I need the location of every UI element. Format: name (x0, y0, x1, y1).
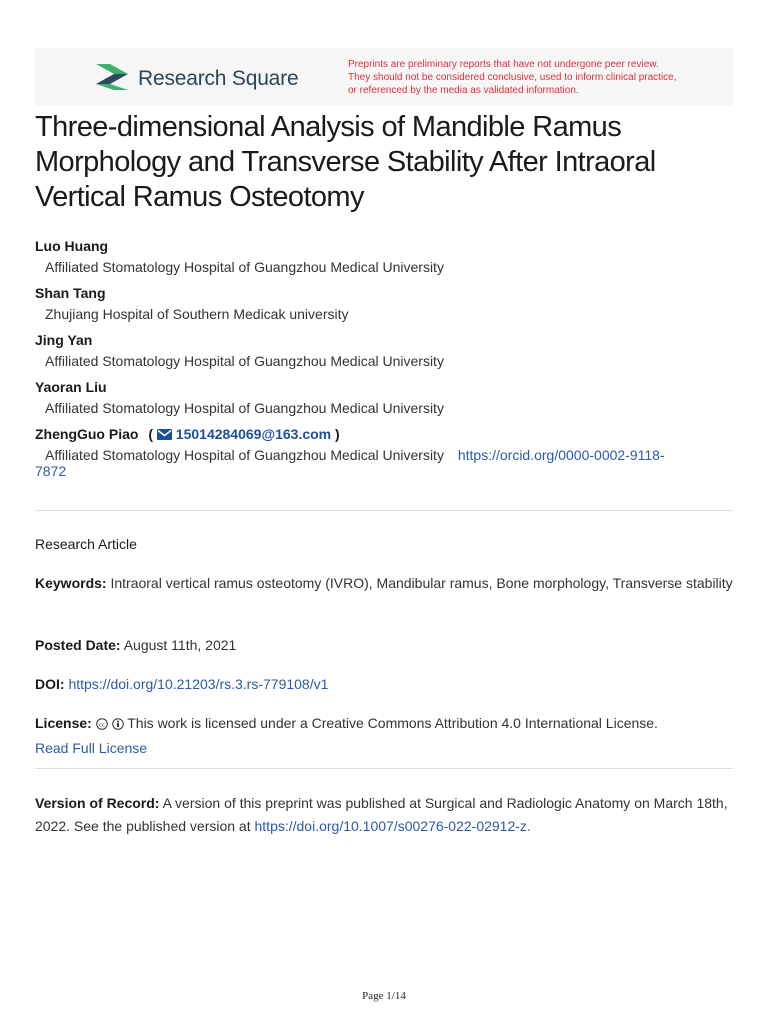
orcid-link-continued[interactable]: 7872 (35, 463, 67, 479)
section-divider (35, 510, 733, 511)
published-version-link[interactable]: https://doi.org/10.1007/s00276-022-02912-z. (254, 818, 531, 834)
disclaimer-line: They should not be considered conclusive, used to inform clinical practice, (348, 72, 677, 83)
doi-label: DOI: (35, 676, 65, 692)
corresponding-author (35, 424, 735, 445)
author-name: ZhengGuo Piao (35, 426, 139, 442)
license (35, 712, 733, 760)
svg-text:cc: cc (98, 722, 105, 729)
open-paren: ( (148, 426, 154, 442)
title-line: Three-dimensional Analysis of Mandible Ramus (35, 111, 622, 143)
close-paren: ) (335, 426, 340, 442)
page-number: Page 1/14 (362, 990, 406, 1002)
author-affiliation: Affiliated Stomatology Hospital of Guangzhou Medical University (45, 447, 444, 463)
version-of-record-text: A version of this preprint was published at Surgical and Radiologic Anatomy on March 18th, 2022. See the published version at (35, 795, 728, 834)
author-affiliation: Affiliated Stomatology Hospital of Guangzhou Medical University (45, 259, 444, 275)
doi (35, 673, 733, 696)
read-full-license-link[interactable]: Read Full License (35, 740, 148, 756)
author-name: Yaoran Liu (35, 379, 107, 395)
posted-date-value: August 11th, 2021 (123, 637, 237, 653)
attribution-icon (112, 714, 124, 737)
paper-title (35, 110, 735, 215)
posted-date-label: Posted Date: (35, 637, 121, 653)
author-affiliation: Affiliated Stomatology Hospital of Guangzhou Medical University (45, 400, 444, 416)
corresponding-author-affiliation-row (35, 445, 735, 465)
version-of-record (35, 792, 733, 838)
disclaimer-line: Preprints are preliminary reports that have not undergone peer review. (348, 59, 659, 70)
logo-text: Research Square (138, 67, 299, 90)
author-affiliation: Zhujiang Hospital of Southern Medicak university (45, 306, 349, 322)
version-of-record-label: Version of Record: (35, 795, 160, 811)
orcid-link[interactable]: https://orcid.org/0000-0002-9118- (457, 447, 665, 463)
envelope-icon (157, 426, 172, 442)
section-divider (35, 768, 733, 769)
email-address: 15014284069@163.com (175, 426, 332, 442)
research-square-logo-icon (94, 62, 130, 97)
research-square-logo[interactable] (94, 64, 298, 94)
author-affiliation: Affiliated Stomatology Hospital of Guangzhou Medical University (45, 353, 444, 369)
email-link[interactable] (157, 426, 335, 442)
title-line: Vertical Ramus Osteotomy (35, 181, 364, 213)
disclaimer-line: or referenced by the media as validated information. (348, 85, 579, 96)
author-name: Shan Tang (35, 285, 106, 301)
author-list (35, 236, 735, 481)
article-type-label: Research Article (35, 536, 137, 552)
license-text: This work is licensed under a Creative Commons Attribution 4.0 International License. (127, 715, 658, 731)
cc-icon (96, 714, 108, 737)
title-line: Morphology and Transverse Stability After Intraoral (35, 146, 656, 178)
preprint-disclaimer (348, 58, 708, 97)
keywords (35, 572, 733, 595)
author-name: Jing Yan (35, 332, 93, 348)
keywords-label: Keywords: (35, 575, 107, 591)
article-type (35, 533, 733, 556)
doi-link[interactable]: https://doi.org/10.21203/rs.3.rs-779108/v1 (68, 676, 329, 692)
posted-date (35, 634, 733, 657)
keywords-value: Intraoral vertical ramus osteotomy (IVRO), Mandibular ramus, Bone morphology, Transverse stability (110, 575, 733, 591)
license-label: License: (35, 715, 92, 731)
author-name: Luo Huang (35, 238, 109, 254)
